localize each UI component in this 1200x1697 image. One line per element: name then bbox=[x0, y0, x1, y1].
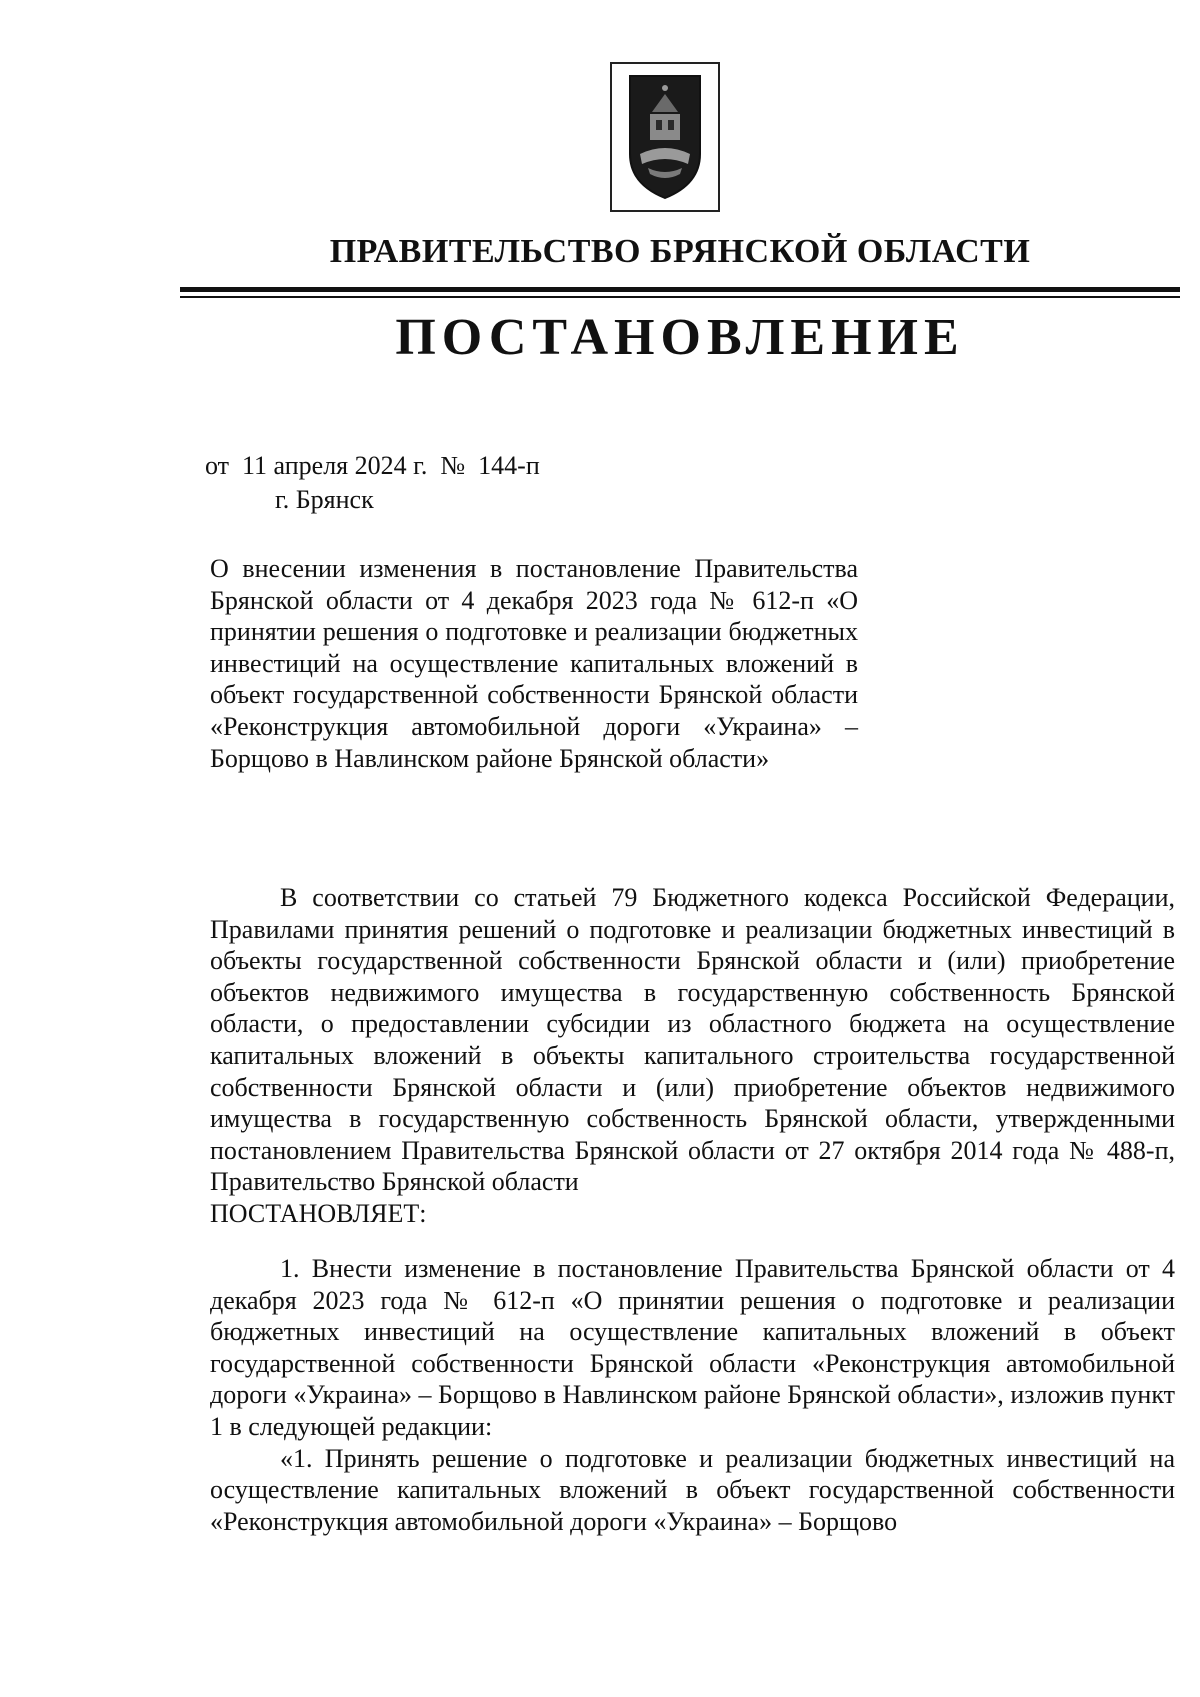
decree-item-quoted: «1. Принять решение о подготовке и реализации бюджетных инвестиций на осуществление капитальных вложений в объект государственной собственности «Реконструкция автомобильной дороги «Украина» – Борщово bbox=[210, 1443, 1175, 1536]
header-divider-thin bbox=[180, 296, 1180, 298]
header-divider-thick bbox=[180, 287, 1180, 292]
preamble-block bbox=[210, 882, 1175, 1230]
document-meta bbox=[205, 449, 540, 517]
date-number-line: от 11 апреля 2024 г. № 144-п bbox=[205, 451, 540, 480]
document-type-title: ПОСТАНОВЛЕНИЕ bbox=[395, 309, 965, 366]
decree-item: 1. Внести изменение в постановление Правительства Брянской области от 4 декабря 2023 года № 612-п «О принятии решения о подготовке и реализации бюджетных инвестиций на осуществление капитальных вложений в объект государственной собственности Брянской области «Реконструкция автомобильной дороги «Украина» – Борщово в Навлинском районе Брянской области», изложив пункт 1 в следующей редакции: bbox=[210, 1254, 1175, 1441]
organization-title: ПРАВИТЕЛЬСТВО БРЯНСКОЙ ОБЛАСТИ bbox=[329, 233, 1031, 270]
coat-of-arms-icon bbox=[626, 72, 704, 202]
subject-heading: О внесении изменения в постановление Правительства Брянской области от 4 декабря 2023 года № 612-п «О принятии решения о подготовке и реализации бюджетных инвестиций на осуществление капитальных вложений в объект государственной собственности Брянской области «Реконструкция автомобильной дороги «Украина» – Борщово в Навлинском районе Брянской области» bbox=[210, 554, 858, 773]
city-line: г. Брянск bbox=[275, 485, 374, 514]
decree-word: ПОСТАНОВЛЯЕТ: bbox=[210, 1198, 427, 1228]
decree-items bbox=[210, 1253, 1175, 1537]
emblem-frame bbox=[610, 62, 720, 212]
preamble-paragraph: В соответствии со статьей 79 Бюджетного кодекса Российской Федерации, Правилами принятия решений о подготовке и реализации бюджетных инвестиций в объекты государственной собственности Брянской области и (или) приобретение объектов недвижимого имущества в государственную собственность Брянской области, о предоставлении субсидии из областного бюджета на осуществление капитальных вложений в объекты капитального строительства государственной собственности Брянской области и (или) приобретение объектов недвижимого имущества в государственную собственность Брянской области, утвержденными постановлением Правительства Брянской области от 27 октября 2014 года № 488-п, Правительство Брянской области bbox=[210, 883, 1175, 1197]
